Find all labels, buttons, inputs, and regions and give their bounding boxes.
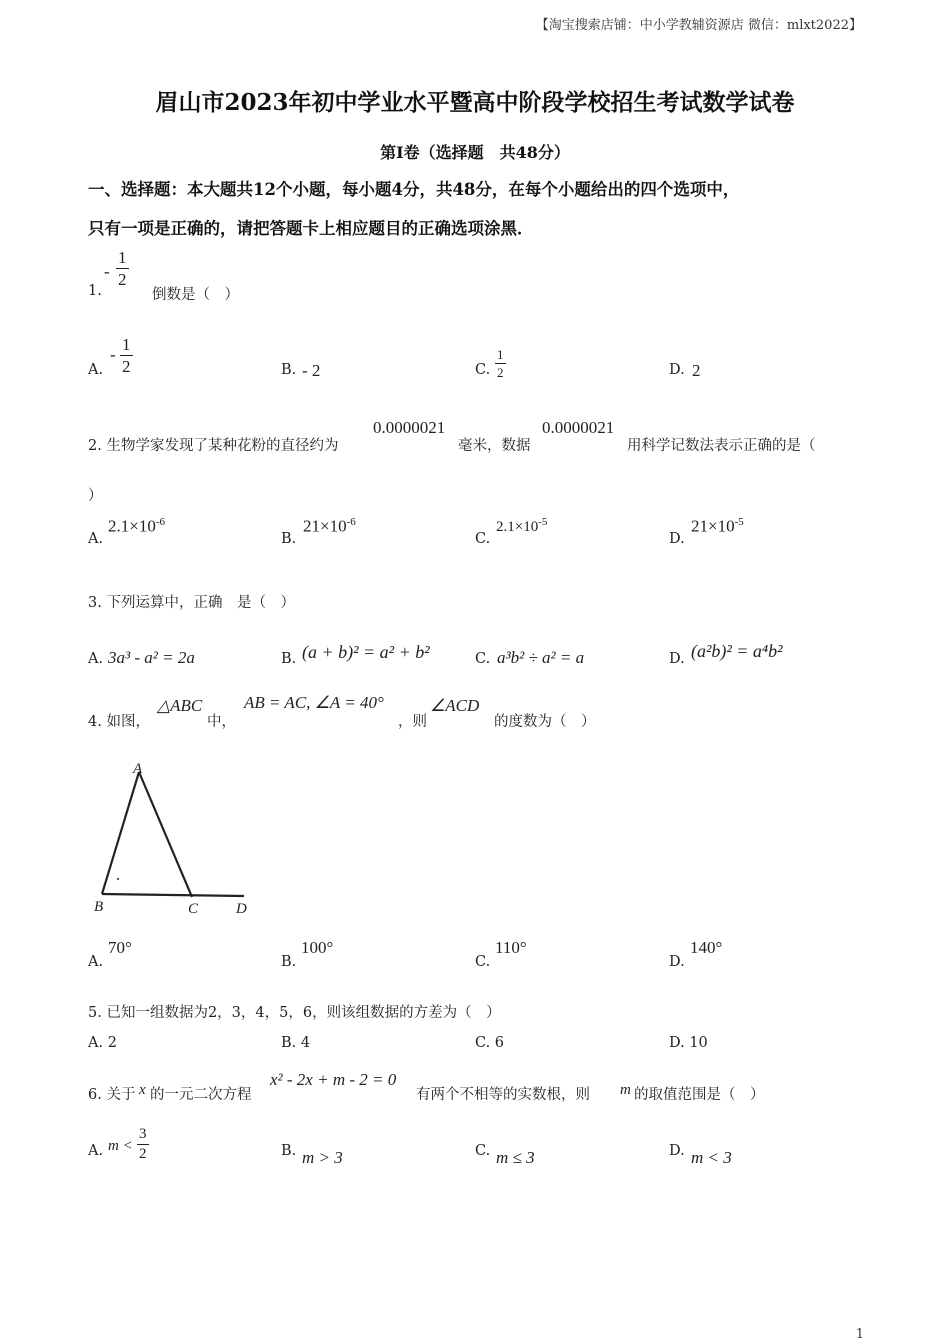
q4-triangle: △ABC bbox=[157, 696, 203, 715]
q1-stem-denominator: 2 bbox=[118, 270, 127, 289]
q1-stem-sign: - bbox=[104, 262, 110, 281]
q6-option-a-lhs: m < bbox=[108, 1138, 133, 1154]
q5-stem: 5. 已知一组数据为2，3，4，5，6，则该组数据的方差为（ ） bbox=[88, 1005, 501, 1021]
exam-title: 眉山市2023年初中学业水平暨高中阶段学校招生考试数学试卷 bbox=[155, 89, 795, 116]
q3-option-a-expr: 3a³ - a² = 2a bbox=[108, 648, 195, 667]
q6-stem-mid-2: 有两个不相等的实数根，则 bbox=[416, 1087, 590, 1103]
q3-option-b-label: B. bbox=[281, 651, 297, 667]
q2-option-c-base: 2.1×10 bbox=[496, 519, 539, 535]
q3-option-d-expr: (a²b)² = a⁴b² bbox=[691, 641, 783, 661]
q2-option-a-base: 2.1×10 bbox=[108, 516, 156, 536]
q4-stem-end: 的度数为（ ） bbox=[494, 714, 596, 730]
q2-option-c-expr bbox=[496, 516, 547, 536]
q6-option-a-fraction bbox=[137, 1127, 149, 1162]
q4-option-c-value: 110° bbox=[495, 938, 527, 957]
q6-stem-start: 6. 关于 bbox=[88, 1087, 136, 1103]
q1-option-c-numerator: 1 bbox=[497, 347, 504, 362]
q4-option-d-label: D. bbox=[669, 954, 685, 970]
q1-stem-text: 倒数是（ ） bbox=[152, 287, 239, 303]
q5-option-b: B. 4 bbox=[281, 1035, 311, 1051]
q6-option-a-label: A. bbox=[88, 1143, 104, 1159]
q1-option-d-label: D. bbox=[669, 362, 685, 378]
q2-option-a-exponent: -6 bbox=[155, 516, 166, 528]
q4-angle: ∠ACD bbox=[430, 696, 480, 715]
q2-option-b-exponent: -6 bbox=[346, 516, 356, 528]
q2-stem-mid: 毫米，数据 bbox=[458, 438, 531, 454]
side-ac bbox=[139, 772, 192, 897]
q2-option-d-label: D. bbox=[669, 531, 685, 547]
q6-option-a-denominator: 2 bbox=[139, 1146, 147, 1162]
q2-stem-start: 2. 生物学家发现了某种花粉的直径约为 bbox=[88, 438, 339, 454]
q1-option-b-value: - 2 bbox=[302, 361, 321, 380]
q4-option-d-value: 140° bbox=[690, 938, 723, 957]
page-number: 1 bbox=[855, 1327, 864, 1342]
q1-number: 1. bbox=[88, 283, 102, 299]
q2-value-1: 0.0000021 bbox=[373, 418, 446, 437]
q6-option-b-expr: m > 3 bbox=[302, 1148, 343, 1167]
q2-option-c-label: C. bbox=[475, 531, 491, 547]
q4-option-a-label: A. bbox=[88, 954, 104, 970]
q1-option-c-denominator: 2 bbox=[497, 365, 504, 380]
q1-option-a-fraction bbox=[120, 336, 133, 375]
q2-option-d-expr bbox=[691, 516, 744, 537]
q1-option-a-numerator: 1 bbox=[122, 335, 131, 354]
q2-option-a-label: A. bbox=[88, 531, 104, 547]
q3-option-b-expr: (a + b)² = a² + b² bbox=[302, 642, 430, 662]
q3-option-d-label: D. bbox=[669, 651, 685, 667]
stray-dot bbox=[117, 878, 119, 880]
q6-option-c-expr: m ≤ 3 bbox=[496, 1148, 535, 1167]
q2-option-a-expr bbox=[108, 516, 165, 537]
q4-condition: AB = AC, ∠A = 40° bbox=[244, 693, 384, 712]
q2-option-b-label: B. bbox=[281, 531, 297, 547]
q4-stem-start: 4. 如图， bbox=[88, 714, 150, 730]
q3-stem: 3. 下列运算中，正确 是（ ） bbox=[88, 595, 295, 611]
q2-option-b-base: 21×10 bbox=[303, 516, 347, 536]
q5-option-a: A. 2 bbox=[88, 1035, 117, 1051]
q5-option-c: C. 6 bbox=[475, 1035, 505, 1051]
q1-option-c-label: C. bbox=[475, 362, 491, 378]
q1-stem-fraction bbox=[116, 249, 129, 288]
q2-option-d-exponent: -5 bbox=[734, 516, 744, 528]
q2-stem-wrap: ） bbox=[88, 488, 103, 504]
q6-option-b-label: B. bbox=[281, 1143, 297, 1159]
q2-option-b-expr bbox=[303, 516, 356, 537]
q4-option-b-label: B. bbox=[281, 954, 297, 970]
q1-option-a-sign: - bbox=[110, 345, 116, 364]
vertex-label-a: A bbox=[133, 761, 143, 777]
q6-option-a-numerator: 3 bbox=[137, 1127, 149, 1145]
q4-option-a-value: 70° bbox=[108, 938, 132, 957]
q6-option-d-expr: m < 3 bbox=[691, 1148, 732, 1167]
q1-stem-numerator: 1 bbox=[118, 248, 127, 267]
q6-variable-m: m bbox=[620, 1082, 631, 1098]
header-note: 【淘宝搜索店铺：中小学教辅资源店 微信：mlxt2022】 bbox=[535, 18, 862, 33]
q6-stem-mid-1: 的一元二次方程 bbox=[150, 1087, 252, 1103]
q5-option-d: D. 10 bbox=[669, 1035, 708, 1051]
q1-option-b-label: B. bbox=[281, 362, 297, 378]
line-bd bbox=[102, 894, 244, 896]
q6-option-c-label: C. bbox=[475, 1143, 491, 1159]
instructions-line-2: 只有一项是正确的，请把答题卡上相应题目的正确选项涂黑． bbox=[88, 219, 534, 238]
q2-option-d-base: 21×10 bbox=[691, 516, 735, 536]
q2-value-2: 0.0000021 bbox=[542, 418, 615, 437]
side-ab bbox=[102, 772, 139, 894]
instructions-line-1: 一、选择题：本大题共12个小题，每小题4分，共48分，在每个小题给出的四个选项中， bbox=[88, 180, 740, 199]
q3-option-c-expr: a³b² ÷ a² = a bbox=[497, 648, 585, 667]
vertex-label-b: B bbox=[94, 899, 104, 915]
vertex-label-c: C bbox=[188, 901, 199, 917]
section-subtitle: 第Ⅰ卷（选择题 共48分） bbox=[380, 143, 570, 162]
q6-option-d-label: D. bbox=[669, 1143, 685, 1159]
q1-option-a-label: A. bbox=[88, 362, 104, 378]
q4-stem-mid-1: 中， bbox=[207, 714, 236, 730]
q1-option-a-denominator: 2 bbox=[122, 357, 131, 376]
q6-equation: x² - 2x + m - 2 = 0 bbox=[270, 1070, 397, 1089]
q2-stem-end: 用科学记数法表示正确的是（ bbox=[627, 438, 816, 454]
q4-option-b-value: 100° bbox=[301, 938, 334, 957]
q1-option-c-fraction bbox=[495, 348, 506, 379]
q6-variable-x: x bbox=[139, 1082, 146, 1098]
q3-option-a-label: A. bbox=[88, 651, 104, 667]
q4-triangle-figure bbox=[88, 755, 268, 920]
q4-stem-mid-2: ，则 bbox=[398, 714, 427, 730]
q1-option-d-value: 2 bbox=[692, 361, 701, 380]
q2-option-c-exponent: -5 bbox=[538, 516, 548, 528]
q4-option-c-label: C. bbox=[475, 954, 491, 970]
q6-stem-end: 的取值范围是（ ） bbox=[634, 1087, 765, 1103]
vertex-label-d: D bbox=[236, 901, 247, 917]
q3-option-c-label: C. bbox=[475, 651, 491, 667]
